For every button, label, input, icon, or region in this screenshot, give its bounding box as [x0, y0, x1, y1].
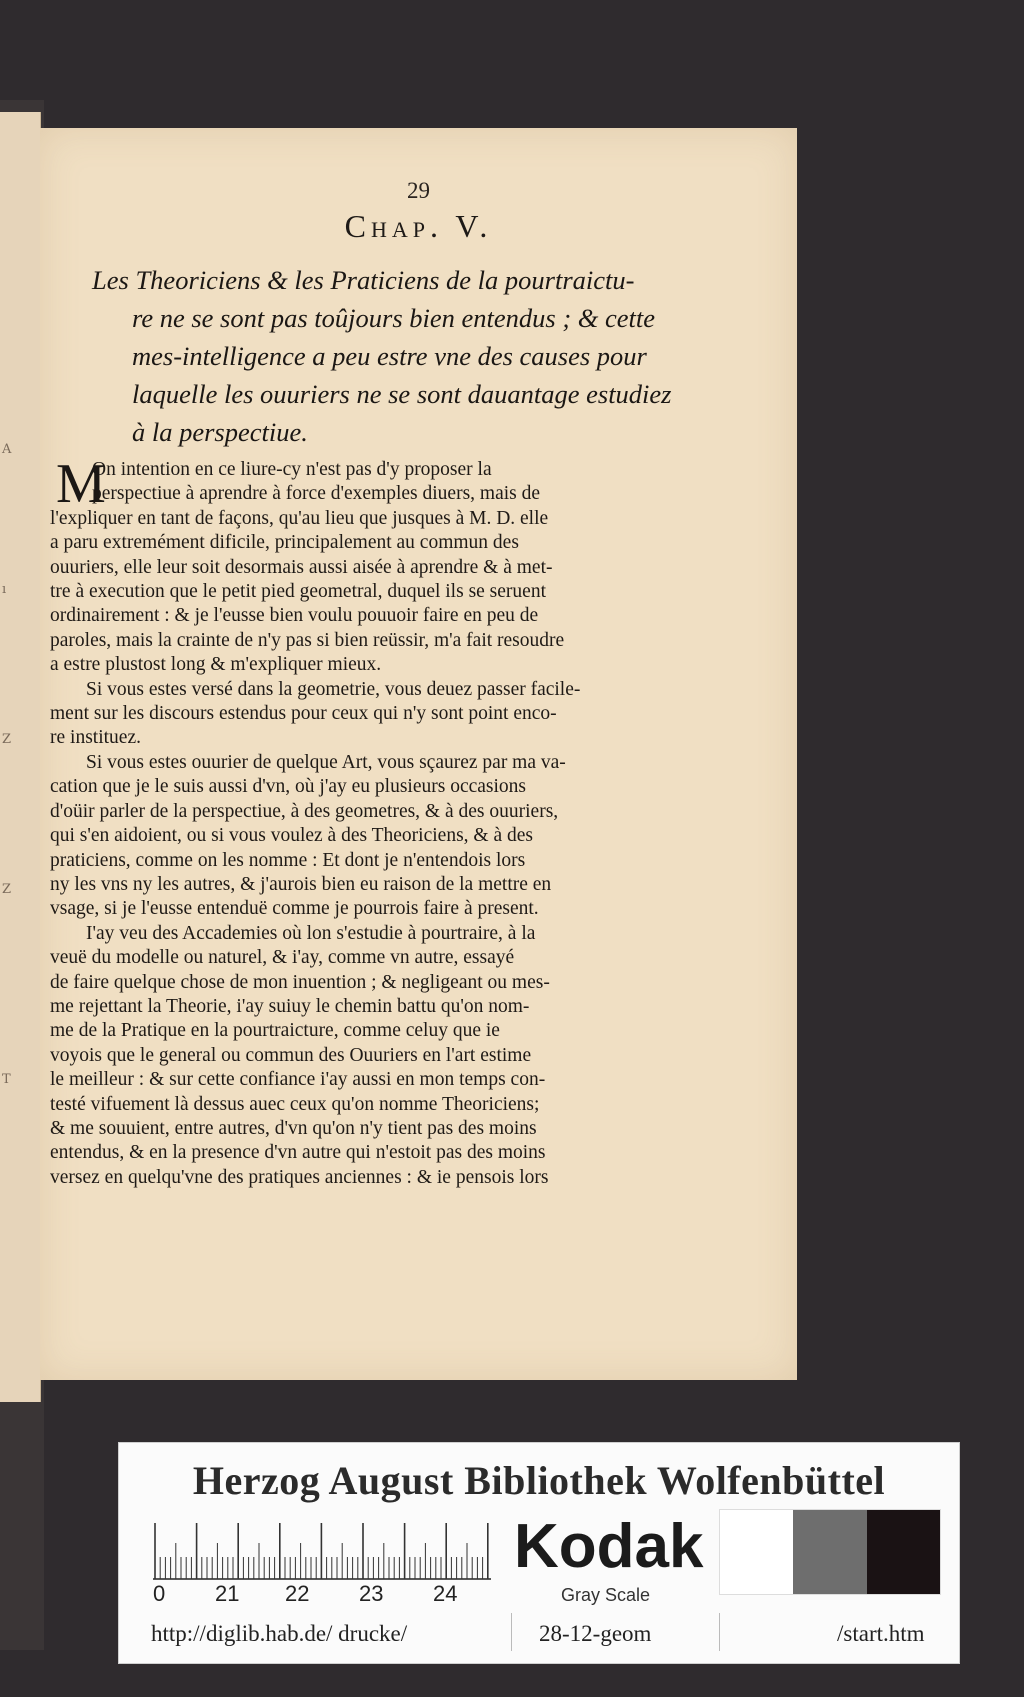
text-line: tre à execution que le petit pied geometral, duquel ils se seruent: [50, 581, 546, 603]
text-line: re instituez.: [50, 727, 141, 749]
ruler-label: 0: [153, 1581, 166, 1606]
heading-line: mes-intelligence a peu estre vne des causes pour: [132, 341, 647, 371]
ruler-label: 21: [215, 1581, 240, 1606]
text-line: paroles, mais la crainte de n'y pas si bien reüssir, m'a fait resoudre: [50, 629, 565, 651]
page-number: 29: [407, 178, 430, 203]
heading-line: re ne se sont pas toûjours bien entendus ; & cette: [132, 303, 656, 333]
text-line: Si vous estes versé dans la geometrie, vous deuez passer facile-: [86, 678, 581, 700]
text-line: Si vous estes ouurier de quelque Art, vous sçaurez par ma va-: [86, 751, 566, 773]
url-part-end: /start.htm: [837, 1621, 925, 1646]
text-line: & me souuient, entre autres, d'vn qu'on n'y tient pas des moins: [50, 1117, 537, 1139]
ruler-label: 22: [285, 1581, 310, 1606]
text-line: veuë du modelle ou naturel, & i'ay, comme vn autre, essayé: [50, 947, 515, 969]
url-divider: [719, 1613, 720, 1651]
previous-page-edge: A ı Z Z T: [0, 112, 41, 1402]
text-line: ny les vns ny les autres, & j'aurois bien eu raison de la mettre en: [50, 873, 552, 895]
text-line: On intention en ce liure-cy n'est pas d'y proposer la: [92, 459, 492, 480]
text-line: cation que je le suis aussi d'vn, où j'ay eu plusieurs occasions: [50, 776, 527, 798]
gray-scale-label: Gray Scale: [561, 1585, 651, 1605]
ruler-label: 24: [433, 1581, 458, 1606]
text-line: vsage, si je l'eusse entenduë comme je pourrois faire à present.: [50, 898, 539, 920]
ruler-label: 23: [359, 1581, 384, 1606]
text-line: l'expliquer en tant de façons, qu'au lieu que jusques à M. D. elle: [50, 507, 549, 529]
text-line: I'ay veu des Accademies où lon s'estudie à pourtraire, à la: [86, 922, 536, 944]
text-line: voyois que le general ou commun des Ouuriers en l'art estime: [50, 1044, 532, 1066]
library-name: Herzog August Bibliothek Wolfenbüttel: [192, 1458, 886, 1503]
heading-line: laquelle les ouuriers ne se sont dauantage estudiez: [132, 379, 672, 409]
heading-line: Les Theoriciens & les Praticiens de la pourtraictu-: [92, 265, 635, 295]
text-line: entendus, & en la presence d'vn autre qui n'estoit pas des moins: [50, 1142, 546, 1164]
heading-line: à la perspectiue.: [132, 417, 308, 447]
text-line: testé vifuement là dessus auec ceux qu'on nomme Theoriciens;: [50, 1093, 540, 1115]
body-text: [50, 453, 700, 1190]
ruler-icon: [153, 1521, 493, 1581]
book-page: [40, 128, 797, 1380]
gray-swatches: [719, 1509, 941, 1595]
text-line: praticiens, comme on les nomme : Et dont je n'entendois lors: [50, 849, 526, 871]
text-line: a estre plustost long & m'expliquer mieux.: [50, 654, 382, 676]
text-line: ordinairement : & je l'eusse bien voulu pouuoir faire en peu de: [50, 605, 539, 627]
text-line: me rejettant la Theorie, i'ay suiuy le chemin battu qu'on nom-: [50, 995, 530, 1017]
text-line: de faire quelque chose de mon inuention ; & negligeant ou mes-: [50, 971, 550, 993]
gray-swatch: [793, 1510, 866, 1594]
gray-swatch: [867, 1510, 940, 1594]
gray-swatch: [720, 1510, 793, 1594]
chapter-heading: [92, 261, 712, 451]
text-line: versez en quelqu'vne des pratiques anciennes : & ie pensois lors: [50, 1166, 549, 1188]
library-color-card: [118, 1442, 960, 1664]
drop-cap: M: [56, 453, 106, 515]
text-line: a paru extremément dificile, principalement au commun des: [50, 532, 519, 554]
chapter-title: Chap. V.: [344, 208, 493, 244]
text-line: d'oüir parler de la perspectiue, à des geometres, & à des ouuriers,: [50, 800, 559, 822]
text-line: qui s'en aidoient, ou si vous voulez à des Theoriciens, & à des: [50, 825, 533, 847]
ruler-labels: [153, 1581, 513, 1611]
kodak-logo: Kodak: [514, 1512, 704, 1581]
url-part-id: 28-12-geom: [539, 1621, 652, 1646]
text-line: ouuriers, elle leur soit desormais aussi aisée à aprendre & à met-: [50, 556, 553, 578]
text-line: le meilleur : & sur cette confiance i'ay aussi en mon temps con-: [50, 1069, 546, 1091]
text-line: perspectiue à aprendre à force d'exemples diuers, mais de: [92, 483, 541, 505]
url-divider: [511, 1613, 512, 1651]
text-line: me de la Pratique en la pourtraicture, comme celuy que ie: [50, 1020, 500, 1042]
url-part-base: http://diglib.hab.de/ drucke/: [151, 1621, 408, 1646]
text-line: ment sur les discours estendus pour ceux qui n'y sont point enco-: [50, 703, 557, 725]
